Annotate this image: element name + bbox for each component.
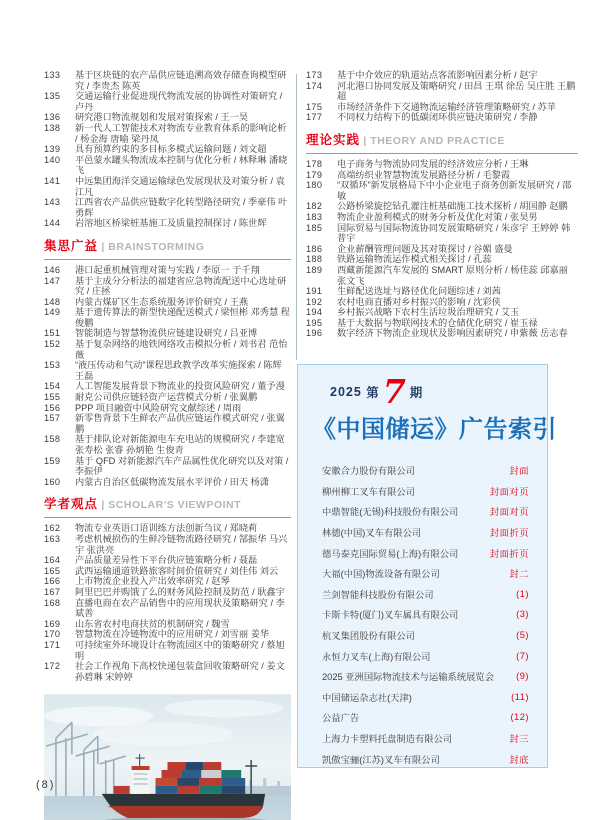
toc-item-text: 市场经济条件下交通物流运输经济管理策略研究 / 苏苹 bbox=[337, 101, 556, 112]
toc-item-text: 基于区块链的农产品供应链追溯高效存储查询模型研究 / 李贵杰 陈英 bbox=[75, 70, 287, 91]
toc-item-page-number: 171 bbox=[44, 639, 61, 650]
toc-item-text: 具有预算约束的多目标多模式运输问题 / 刘文超 bbox=[75, 144, 267, 155]
toc-item bbox=[306, 318, 578, 329]
toc-item bbox=[306, 102, 578, 113]
toc-item-text: 交通运输行业促进现代物流发展的协调性对策研究 / 卢丹 bbox=[75, 91, 283, 112]
toc-item bbox=[306, 201, 578, 212]
ad-entry-company: 卡斯卡特(厦门)叉车属具有限公司 bbox=[322, 610, 459, 621]
toc-item-text: 基于复杂网络的地铁网络攻击模拟分析 / 刘书君 范怡薇 bbox=[75, 339, 288, 360]
toc-item-text: 武西运输通道铁路旅客时间价值研究 / 刘佳伟 刘云 bbox=[75, 565, 279, 576]
ad-entry-page: (11) bbox=[511, 691, 529, 702]
toc-item-text: 基于 QFD 对新能源汽车产品属性优化研究以及对策 / 李振伊 bbox=[75, 455, 289, 477]
toc-item bbox=[44, 576, 291, 587]
ad-index-entry bbox=[322, 707, 529, 728]
toc-item-text: 电子商务与物流协同发展的经济效应分析 / 王琳 bbox=[337, 158, 529, 169]
ad-index-entry bbox=[322, 522, 529, 543]
toc-item bbox=[44, 307, 291, 328]
ad-index-entry bbox=[322, 645, 529, 666]
ad-entry-page: 封二 bbox=[509, 569, 529, 580]
toc-item-page-number: 149 bbox=[44, 307, 61, 318]
toc-item-text: 国际贸易与国际物流协同发展策略研究 / 朱彦宇 王婷婷 韩普宇 bbox=[337, 222, 571, 244]
toc-item-text: 可持续室外环境设计在物流园区中的策略研究 / 蔡旭明 bbox=[75, 639, 285, 661]
ad-entry-page: (5) bbox=[516, 630, 529, 641]
toc-item-text: 物流企业盈利模式的财务分析及优化对策 / 张昊男 bbox=[337, 211, 538, 222]
section-header bbox=[44, 236, 291, 260]
toc-item-page-number: 172 bbox=[44, 661, 61, 672]
ad-entry-page: (7) bbox=[516, 650, 529, 661]
toc-item bbox=[44, 534, 291, 555]
ad-entry-company: 柳州柳工叉车有限公司 bbox=[322, 486, 415, 497]
ad-index-entry bbox=[322, 728, 529, 749]
toc-item bbox=[44, 155, 291, 176]
ad-entry-page: 封面折页 bbox=[489, 548, 529, 559]
issue-prefix: 第 bbox=[366, 386, 380, 400]
toc-item bbox=[306, 328, 578, 339]
toc-item-text: 基于大数据与物联网技术的仓储优化研究 / 崔玉禄 bbox=[337, 317, 538, 328]
ad-index-entries bbox=[322, 460, 529, 769]
section-title-en: | SCHOLAR'S VIEWPOINT bbox=[98, 499, 242, 512]
ad-entry-page: (1) bbox=[516, 588, 529, 599]
ad-entry-company: 公益广告 bbox=[322, 713, 360, 724]
toc-list bbox=[306, 70, 578, 123]
toc-item bbox=[44, 70, 291, 91]
ad-index-entry bbox=[322, 666, 529, 687]
toc-item bbox=[44, 265, 291, 276]
toc-item-text: 耐克公司供应链轻资产运营模式分析 / 张翼鹏 bbox=[75, 392, 258, 403]
toc-item-page-number: 164 bbox=[44, 555, 61, 566]
toc-item-text: 智能制造与智慧物流供应链建设研究 / 吕亚博 bbox=[75, 328, 258, 339]
toc-item-text: 农村电商直播对乡村振兴的影响 / 沈彩侠 bbox=[337, 296, 501, 307]
ad-entry-company: 大福(中国)物流设备有限公司 bbox=[322, 569, 440, 580]
ad-index-entry bbox=[322, 604, 529, 625]
toc-item-text: 数字经济下物流企业现状及影响因素研究 / 申紫薇 岳志春 bbox=[337, 328, 568, 339]
toc-item bbox=[44, 629, 291, 640]
toc-item-page-number: 140 bbox=[44, 154, 61, 165]
toc-item-text: 企业薪酬管理问题及其对策探讨 / 谷媚 盛曼 bbox=[337, 243, 513, 254]
toc-item-page-number: 170 bbox=[44, 629, 61, 640]
toc-item-page-number: 194 bbox=[306, 307, 323, 318]
toc-item-page-number: 159 bbox=[44, 455, 61, 466]
toc-item-text: 内蒙古自治区低碳物流发展水平评价 / 田天 杨潇 bbox=[75, 476, 269, 487]
ad-index-box bbox=[297, 364, 557, 768]
toc-item bbox=[306, 81, 578, 102]
toc-item-text: 西藏新能源汽车发展的 SMART 原则分析 / 杨佳蕊 邱嘉丽 张文飞 bbox=[337, 264, 568, 286]
ad-entry-page: 封面 bbox=[509, 466, 529, 477]
toc-item-page-number: 141 bbox=[44, 175, 61, 186]
toc-item bbox=[44, 218, 291, 229]
ad-entry-company: 林德(中国)叉车有限公司 bbox=[322, 528, 422, 539]
ad-entry-company: 2025 亚洲国际物流技术与运输系统展览会 bbox=[322, 672, 495, 683]
toc-item bbox=[306, 112, 578, 123]
toc-item-page-number: 166 bbox=[44, 576, 61, 587]
toc-item bbox=[44, 456, 291, 477]
toc-item bbox=[44, 413, 291, 434]
ad-index-entry bbox=[322, 687, 529, 708]
toc-item-page-number: 182 bbox=[306, 201, 323, 212]
issue-suffix: 期 bbox=[409, 386, 424, 400]
section-header bbox=[44, 494, 291, 518]
ad-entry-company: 永恒力叉车(上海)有限公司 bbox=[322, 651, 431, 662]
ad-entry-page: 封面对页 bbox=[489, 486, 529, 497]
toc-item-page-number: 191 bbox=[306, 286, 323, 297]
ad-entry-page: 封底 bbox=[509, 754, 529, 765]
ad-entry-company: 安徽合力股份有限公司 bbox=[322, 466, 415, 477]
ad-index-entry bbox=[322, 748, 529, 769]
toc-item-text: 新零售背景下生鲜农产品供应链运作模式研究 / 张翼鹏 bbox=[75, 413, 285, 434]
toc-item-text: 不同权力结构下的低碳闭环供应链决策研究 / 李静 bbox=[337, 112, 538, 123]
toc-item bbox=[44, 640, 291, 661]
toc-item-page-number: 168 bbox=[44, 597, 61, 608]
toc-item-page-number: 196 bbox=[306, 328, 323, 339]
toc-item-page-number: 173 bbox=[306, 70, 323, 80]
toc-item bbox=[44, 144, 291, 155]
toc-item bbox=[44, 598, 291, 619]
toc-item-page-number: 179 bbox=[306, 169, 323, 180]
ad-index-entry bbox=[322, 563, 529, 584]
toc-left-column bbox=[44, 70, 291, 820]
toc-item-text: 岩溶地区桥梁桩基施工及质量控制探讨 / 陈世辉 bbox=[75, 218, 267, 229]
ad-entry-company: 兰剑智能科技股份有限公司 bbox=[322, 589, 434, 600]
toc-item-text: 社会工作视角下高校快递包装盒回收策略研究 / 姜文 孙碧琳 宋婷婷 bbox=[75, 661, 285, 682]
toc-item-text: 港口起重机械管理对策与实践 / 李原一 于千翔 bbox=[75, 264, 260, 275]
toc-item-text: 平邑蒙水罐头物流成本控制与优化分析 / 林释琳 潘晓飞 bbox=[75, 154, 288, 176]
toc-item-text: 基于中介效应的轨道站点客流影响因素分析 / 赵宇 bbox=[337, 70, 538, 80]
toc-item-page-number: 136 bbox=[44, 112, 61, 123]
toc-item bbox=[44, 403, 291, 414]
toc-item-page-number: 135 bbox=[44, 91, 61, 102]
toc-item bbox=[44, 434, 291, 455]
toc-item bbox=[44, 123, 291, 144]
toc-item bbox=[306, 223, 578, 244]
toc-item-text: 考虑机械损伤的生鲜冷链物流路径研究 / 郜振华 马兴宇 张洪亮 bbox=[75, 533, 288, 555]
toc-item bbox=[306, 212, 578, 223]
toc-list bbox=[44, 523, 291, 682]
ad-entry-company: 上海力卡塑料托盘制造有限公司 bbox=[322, 734, 453, 745]
toc-item-text: 阿里巴巴并购饿了么的财务风险控制及防范 / 耿鑫宇 bbox=[75, 586, 285, 597]
toc-item bbox=[306, 254, 578, 265]
toc-item bbox=[306, 286, 578, 297]
issue-year: 2025 bbox=[330, 385, 362, 399]
toc-item-page-number: 147 bbox=[44, 275, 61, 286]
toc-item-text: 基于主成分分析法的福建省应急物流配送中心选址研究 / 庄拯 bbox=[75, 275, 287, 297]
toc-item-page-number: 189 bbox=[306, 264, 323, 275]
toc-item bbox=[306, 170, 578, 181]
toc-item-text: PPP 项目融资中风险研究文献综述 / 周雨 bbox=[75, 402, 242, 413]
section-title-cn: 理论实践 bbox=[306, 132, 361, 147]
toc-item-text: 内蒙古煤矿区生态系统服务评价研究 / 王燕 bbox=[75, 296, 249, 307]
toc-item-text: 直播电商在农产品销售中的应用现状及策略研究 / 李斌善 bbox=[75, 597, 285, 619]
toc-item-text: “液压传动和气动”课程思政教学改革实施探索 / 陈辉 王磊 bbox=[75, 360, 282, 381]
page-number: (8) bbox=[36, 779, 56, 791]
toc-item-page-number: 154 bbox=[44, 381, 61, 392]
ad-index-entry bbox=[322, 542, 529, 563]
ad-index-entry bbox=[322, 501, 529, 522]
toc-item-page-number: 167 bbox=[44, 586, 61, 597]
toc-item-text: 物流专业英语口语训练方法创新刍议 / 郑晓莉 bbox=[75, 523, 258, 534]
toc-item-page-number: 178 bbox=[306, 158, 323, 169]
toc-item-text: 基于排队论对新能源电车充电站的规模研究 / 李建宽 张寿松 张睿 孙炳艳 生俊青 bbox=[75, 434, 285, 455]
ad-entry-company: 中鼎智能(无锡)科技股份有限公司 bbox=[322, 507, 459, 518]
toc-item bbox=[306, 244, 578, 255]
ad-index-entry bbox=[322, 584, 529, 605]
toc-item-text: 中远集团海洋交通运输绿色发展现状及对策分析 / 袁江凡 bbox=[75, 175, 285, 197]
toc-item-text: 河北港口协同发展及策略研究 / 田昌 王琪 徐岳 吴庄胜 王鹏超 bbox=[337, 80, 576, 102]
toc-list bbox=[306, 159, 578, 339]
toc-item bbox=[44, 555, 291, 566]
toc-item-page-number: 175 bbox=[306, 101, 323, 112]
toc-item-page-number: 185 bbox=[306, 222, 323, 233]
ad-entry-company: 中国储运杂志社(天津) bbox=[322, 692, 412, 703]
toc-item bbox=[44, 619, 291, 630]
toc-item-text: 公路桥梁旋挖钻孔灌注桩基础施工技术探析 / 胡国静 赵鹏 bbox=[337, 201, 568, 212]
toc-item-text: 基于遗传算法的新型快递配送模式 / 梁恒彬 邓秀慧 程俊鹏 bbox=[75, 307, 290, 328]
ad-index-entry bbox=[322, 481, 529, 502]
toc-item-text: 人工智能发展背景下物流业的投资风险研究 / 董予漫 bbox=[75, 381, 285, 392]
ad-entry-page: (3) bbox=[516, 609, 529, 620]
toc-item-page-number: 195 bbox=[306, 317, 323, 328]
toc-item-page-number: 133 bbox=[44, 70, 61, 80]
ad-index-title: 《中国储运》广告索引 bbox=[312, 416, 557, 443]
toc-item bbox=[44, 523, 291, 534]
toc-item-page-number: 186 bbox=[306, 243, 323, 254]
toc-list bbox=[44, 70, 291, 229]
ad-index-entry bbox=[322, 625, 529, 646]
toc-item bbox=[44, 566, 291, 577]
ad-index-entry bbox=[322, 460, 529, 481]
toc-item-text: 乡村振兴战略下农村生活垃圾治理研究 / 艾玉 bbox=[337, 307, 520, 318]
toc-item bbox=[44, 276, 291, 297]
ad-entry-company: 凯傲宝骊(江苏)叉车有限公司 bbox=[322, 754, 440, 765]
toc-item-page-number: 188 bbox=[306, 254, 323, 265]
toc-item-page-number: 155 bbox=[44, 392, 61, 403]
toc-item bbox=[44, 197, 291, 218]
toc-item-page-number: 139 bbox=[44, 144, 61, 155]
toc-item bbox=[306, 159, 578, 170]
toc-item-page-number: 143 bbox=[44, 197, 61, 208]
section-title-en: | THEORY AND PRACTICE bbox=[360, 134, 505, 147]
ad-entry-company: 德马泰克国际贸易(上海)有限公司 bbox=[322, 548, 459, 559]
toc-item bbox=[44, 328, 291, 339]
toc-item bbox=[44, 91, 291, 112]
ad-entry-page: (12) bbox=[510, 712, 529, 723]
ad-entry-page: 封面对页 bbox=[489, 507, 529, 518]
issue-number: 7 bbox=[382, 372, 407, 411]
toc-item-text: 铁路运输物流运作模式相关探讨 / 孔蕊 bbox=[337, 254, 492, 265]
toc-item bbox=[44, 587, 291, 598]
toc-item-page-number: 144 bbox=[44, 218, 61, 229]
toc-item bbox=[306, 180, 578, 201]
toc-item-page-number: 180 bbox=[306, 180, 323, 191]
toc-item-page-number: 169 bbox=[44, 618, 61, 629]
ad-entry-page: 封面折页 bbox=[489, 528, 529, 539]
toc-item bbox=[44, 477, 291, 488]
toc-item-text: “双循环”新发展格局下中小企业电子商务创新发展研究 / 邵敏 bbox=[337, 180, 572, 201]
toc-item-text: 江西省农产品供应链数字化转型路径研究 / 季豪伟 叶勇辉 bbox=[75, 197, 288, 218]
column-separator bbox=[296, 74, 297, 360]
toc-item-text: 产品质量差异性下平台供应链策略分析 / 聂磊 bbox=[75, 555, 258, 566]
toc-item-page-number: 183 bbox=[306, 211, 323, 222]
toc-item bbox=[306, 297, 578, 308]
toc-item-page-number: 157 bbox=[44, 413, 61, 424]
section-header bbox=[306, 130, 578, 154]
toc-item bbox=[44, 360, 291, 381]
toc-item-page-number: 162 bbox=[44, 523, 61, 534]
toc-item bbox=[306, 307, 578, 318]
toc-item-page-number: 158 bbox=[44, 434, 61, 445]
toc-item-text: 山东省农村电商扶贫的机制研究 / 魏雪 bbox=[75, 618, 230, 629]
toc-item bbox=[44, 297, 291, 308]
toc-item-page-number: 177 bbox=[306, 112, 323, 123]
ad-entry-page: (9) bbox=[516, 671, 529, 682]
section-title-cn: 学者观点 bbox=[44, 497, 99, 512]
toc-item bbox=[44, 112, 291, 123]
section-title-cn: 集思广益 bbox=[44, 238, 99, 253]
toc-item-page-number: 192 bbox=[306, 296, 323, 307]
toc-item bbox=[44, 392, 291, 403]
toc-item-page-number: 152 bbox=[44, 339, 61, 350]
toc-item bbox=[306, 70, 578, 81]
toc-right-column bbox=[306, 70, 578, 339]
toc-list bbox=[44, 265, 291, 487]
toc-item bbox=[306, 265, 578, 286]
toc-item-page-number: 156 bbox=[44, 402, 61, 413]
section-title-en: | BRAINSTORMING bbox=[98, 240, 205, 253]
toc-item-page-number: 160 bbox=[44, 476, 61, 487]
toc-item-text: 研究港口物流规划和发展对策探索 / 王一昊 bbox=[75, 112, 249, 123]
toc-item-page-number: 163 bbox=[44, 533, 61, 544]
toc-item-text: 上市物流企业投入产出效率研究 / 赵琴 bbox=[75, 576, 230, 587]
ad-entry-page: 封三 bbox=[509, 734, 529, 745]
toc-item-page-number: 165 bbox=[44, 565, 61, 576]
toc-item bbox=[44, 176, 291, 197]
ad-entry-company: 杭叉集团股份有限公司 bbox=[322, 631, 415, 642]
toc-item-text: 智慧物流在冷链物流中的应用研究 / 刘雪丽 姜华 bbox=[75, 629, 269, 640]
toc-item bbox=[44, 339, 291, 360]
container-ship-photo bbox=[44, 694, 291, 820]
toc-item-page-number: 174 bbox=[306, 80, 323, 91]
toc-item-text: 生鲜配送选址与路径优化问题综述 / 刘茜 bbox=[337, 286, 501, 297]
toc-item-page-number: 151 bbox=[44, 328, 61, 339]
toc-item-page-number: 138 bbox=[44, 122, 61, 133]
toc-item-page-number: 153 bbox=[44, 360, 61, 371]
toc-item-page-number: 146 bbox=[44, 264, 61, 275]
ad-index-issue-line bbox=[330, 372, 531, 411]
toc-item-text: 新一代人工智能技术对物流专业教育体系的影响论析 / 杨金海 唐喻 梁丹凤 bbox=[75, 122, 287, 144]
toc-item-text: 高端纺织业智慧物流发展路径分析 / 毛黎霞 bbox=[337, 169, 511, 180]
toc-item-page-number: 148 bbox=[44, 296, 61, 307]
toc-item bbox=[44, 381, 291, 392]
toc-item bbox=[44, 661, 291, 682]
